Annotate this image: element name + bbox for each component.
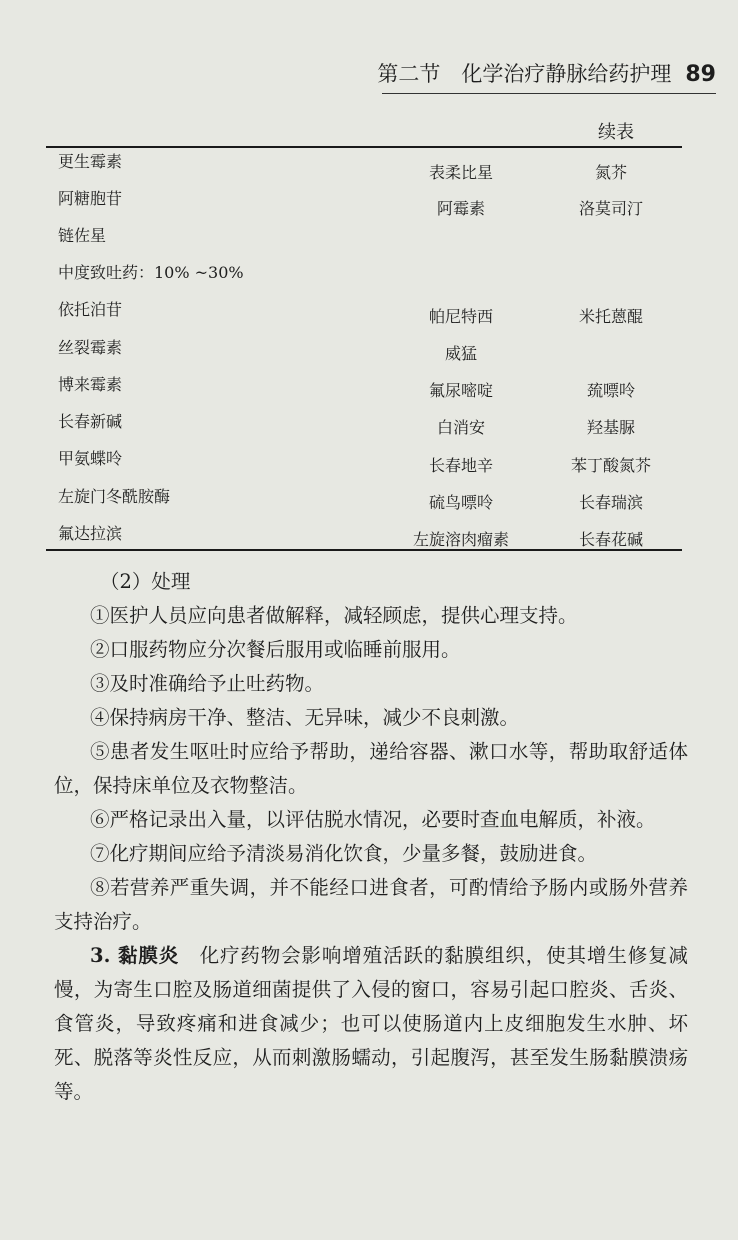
continued-label: 续表 xyxy=(598,122,634,143)
table-cell: 帕尼特西 xyxy=(428,307,493,326)
list-item: ⑤患者发生呕吐时应给予帮助，递给容器、漱口水等，帮助取舒适体位，保持床单位及衣物整洁。 xyxy=(54,740,688,797)
table-cell: 左旋溶肉瘤素 xyxy=(412,530,509,549)
chapter-section-title: 第二节 化学治疗静脉给药护理 xyxy=(377,62,672,86)
list-item: ③及时准确给予止吐药物。 xyxy=(90,672,325,695)
table-bottom-rule xyxy=(46,549,682,551)
table-cell: 长春瑞滨 xyxy=(578,493,643,512)
table-cell: 白消安 xyxy=(436,418,485,437)
running-header xyxy=(0,58,716,88)
table-cell: 甲氨蝶呤 xyxy=(58,449,123,468)
table-cell: 硫鸟嘌呤 xyxy=(428,493,493,512)
list-item: ⑥严格记录出入量，以评估脱水情况，必要时查血电解质，补液。 xyxy=(90,808,656,831)
mucositis-title: 3. 黏膜炎 xyxy=(90,944,180,967)
table-cell: 更生霉素 xyxy=(58,152,123,171)
table-cell: 阿霉素 xyxy=(436,199,485,218)
list-item: ④保持病房干净、整洁、无异味，减少不良刺激。 xyxy=(90,706,520,729)
table-cell: 丝裂霉素 xyxy=(58,338,123,357)
table-cell: 苯丁酸氮芥 xyxy=(570,456,651,475)
list-item: ⑦化疗期间应给予清淡易消化饮食，少量多餐，鼓励进食。 xyxy=(90,842,598,865)
section-heading: （2）处理 xyxy=(100,570,191,593)
treatment-section xyxy=(54,565,688,1109)
table-cell: 羟基脲 xyxy=(586,418,635,437)
table-cell: 米托蒽醌 xyxy=(578,307,643,326)
table-cell: 长春花碱 xyxy=(578,530,643,549)
mucositis-text: 化疗药物会影响增殖活跃的黏膜组织，使其增生修复减慢，为寄生口腔及肠道细菌提供了入侵的窗口，容易引起口腔炎、舌炎、食管炎，导致疼痛和进食减少；也可以使肠道内上皮细胞发生水肿、坏死、脱落等炎性反应，从而刺激肠蠕动，引起腹泻，甚至发生肠黏膜溃疡等。 xyxy=(54,944,688,1103)
table-cell: 洛莫司汀 xyxy=(578,199,643,218)
table-cell: 中度致吐药：10% ~30% xyxy=(58,263,244,282)
table-cell: 阿糖胞苷 xyxy=(58,189,123,208)
table-cell: 氟尿嘧啶 xyxy=(428,381,493,400)
table-cell: 威猛 xyxy=(444,344,477,363)
table-cell: 氮芥 xyxy=(594,163,627,182)
list-item: ①医护人员应向患者做解释，减轻顾虑，提供心理支持。 xyxy=(90,604,578,627)
list-item: ⑧若营养严重失调，并不能经口进食者，可酌情给予肠内或肠外营养支持治疗。 xyxy=(54,876,688,933)
mucositis-paragraph xyxy=(54,939,688,1109)
list-item: ②口服药物应分次餐后服用或临睡前服用。 xyxy=(90,638,461,661)
table-cell: 博来霉素 xyxy=(58,375,123,394)
table-cell: 表柔比星 xyxy=(428,163,493,182)
page-number: 89 xyxy=(685,62,716,87)
table-cell: 链佐星 xyxy=(58,226,107,245)
table-cell: 依托泊苷 xyxy=(58,300,123,319)
table-cell: 长春新碱 xyxy=(58,412,123,431)
header-rule xyxy=(382,93,716,94)
table-cell: 左旋门冬酰胺酶 xyxy=(58,487,171,506)
table-cell: 长春地辛 xyxy=(428,456,493,475)
table-cell: 氟达拉滨 xyxy=(58,524,123,543)
table-top-rule xyxy=(46,146,682,148)
table-cell: 巯嘌呤 xyxy=(586,381,635,400)
